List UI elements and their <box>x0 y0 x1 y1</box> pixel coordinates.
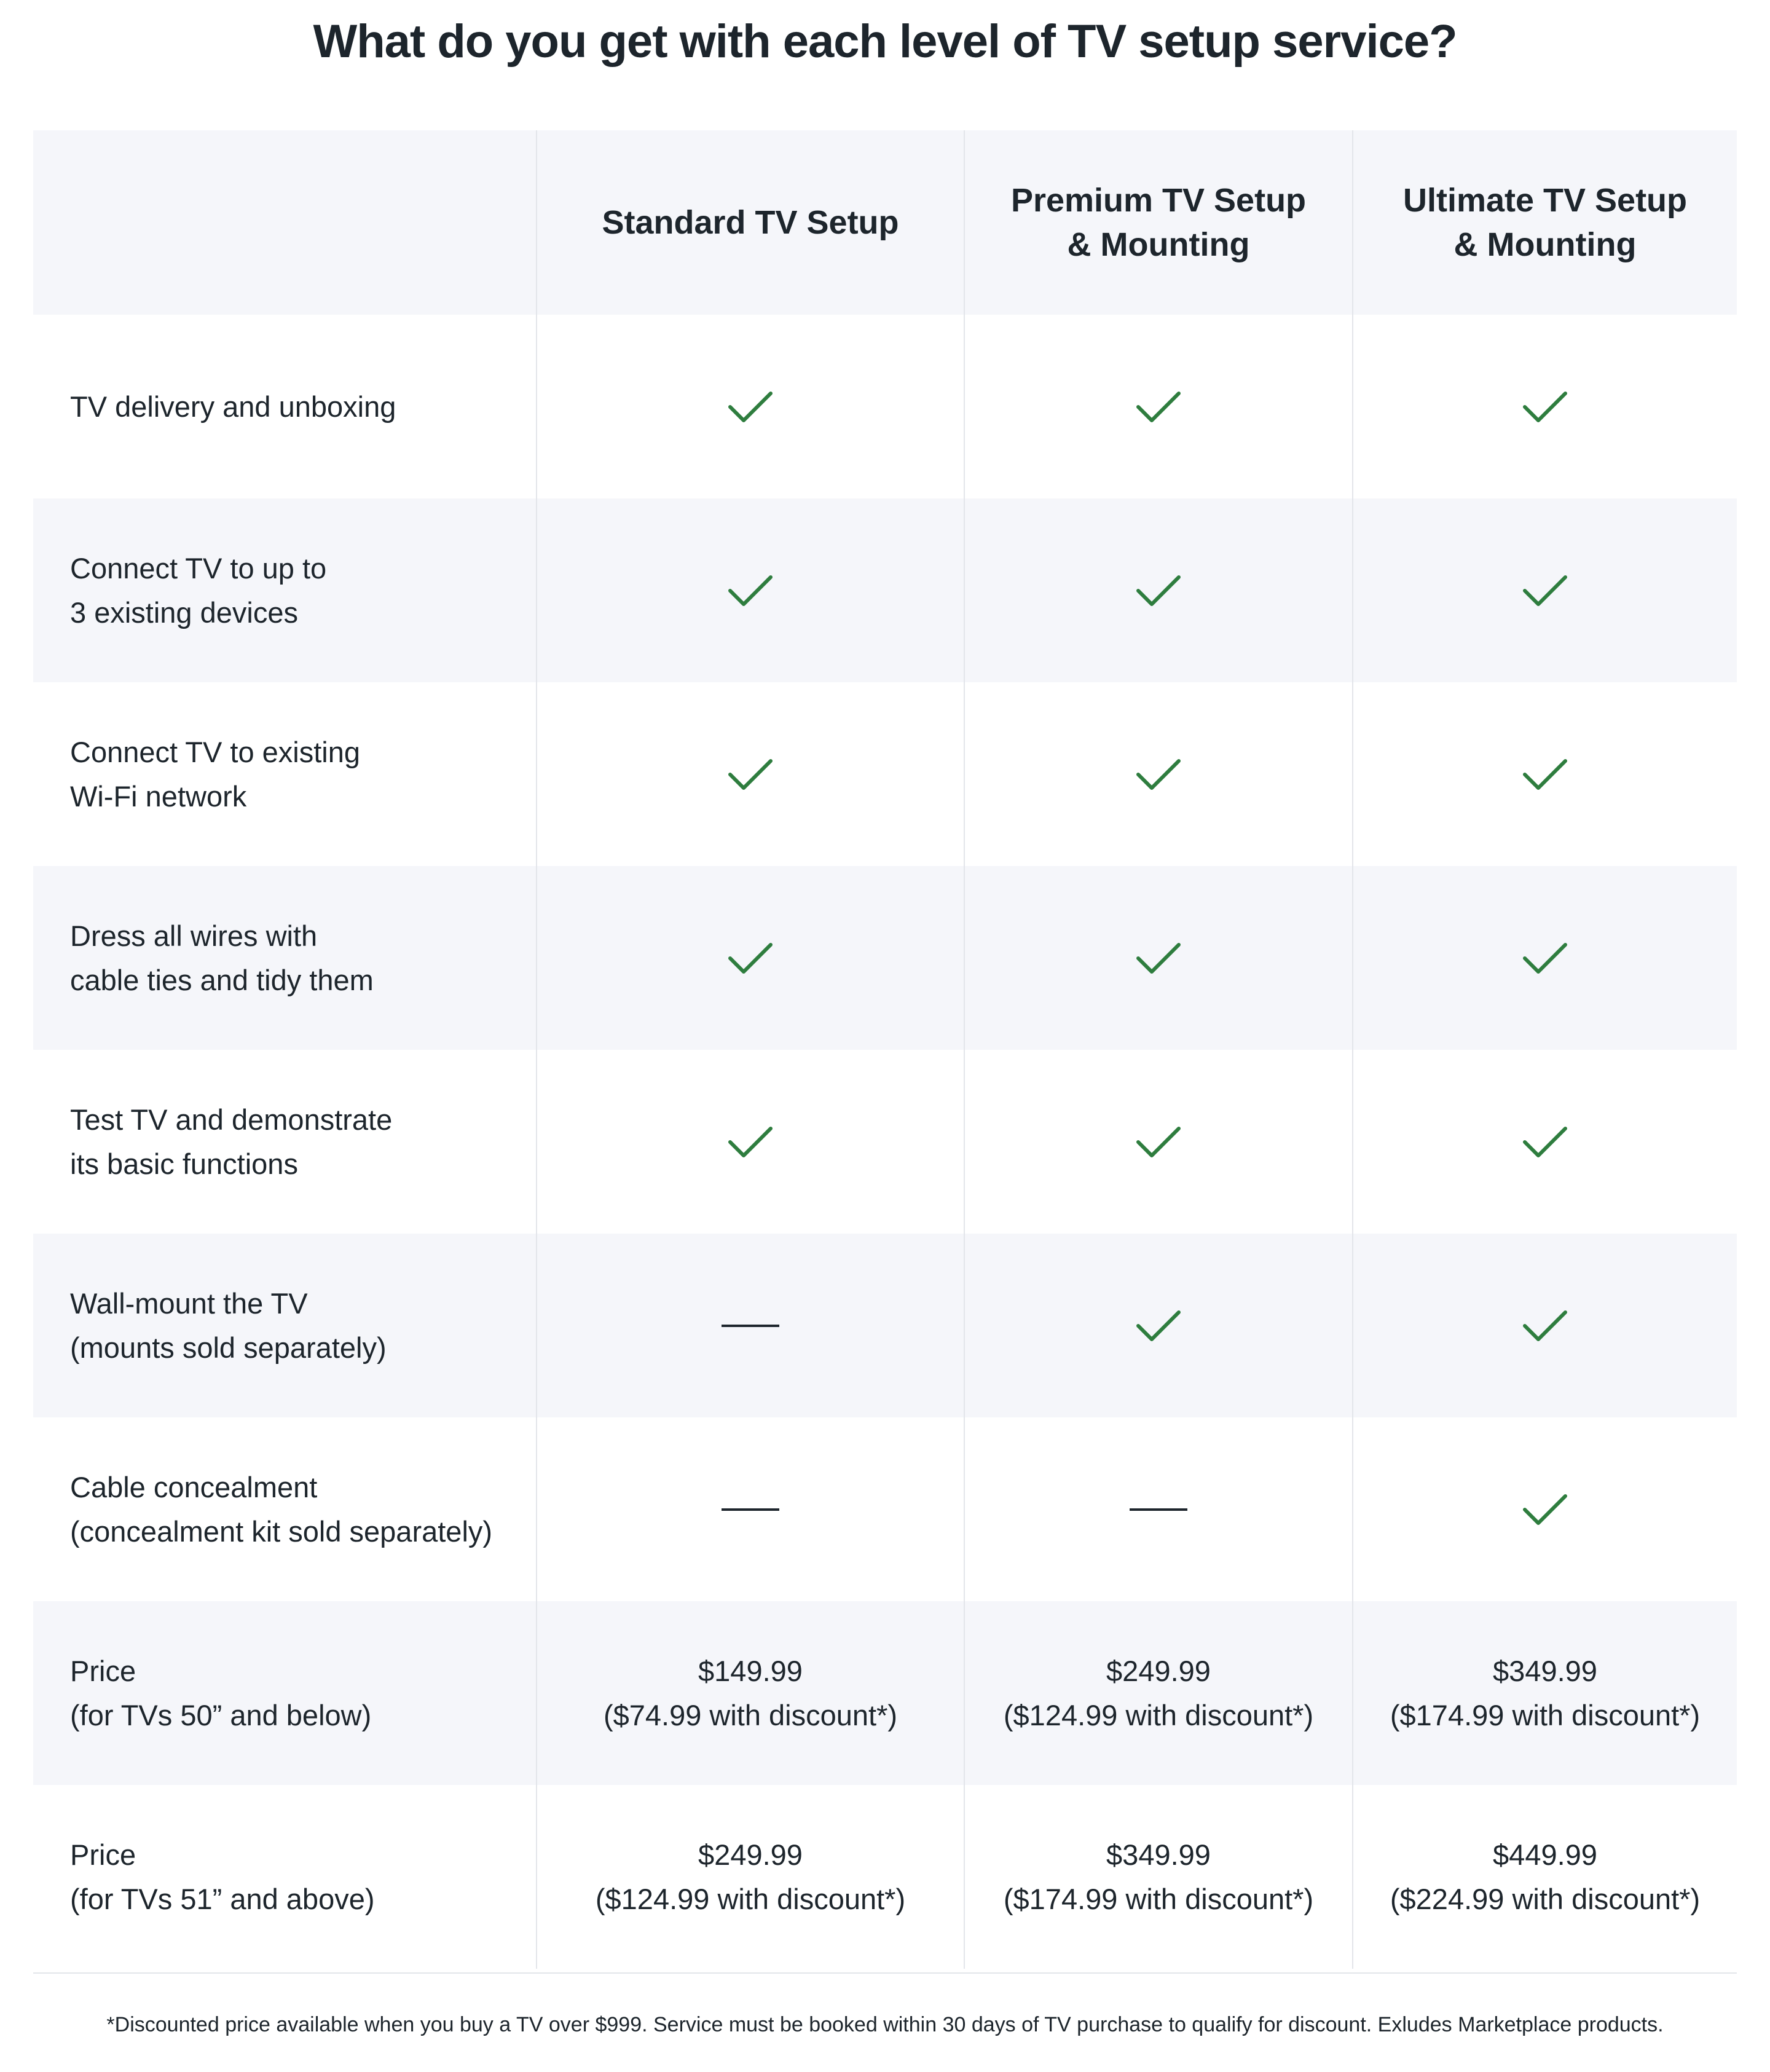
feature-row <box>33 1417 1737 1601</box>
checkmark-icon <box>1136 941 1181 975</box>
checkmark-icon <box>1136 390 1181 424</box>
checkmark-icon <box>728 390 773 424</box>
feature-row <box>33 1050 1737 1234</box>
checkmark-icon <box>728 1125 773 1159</box>
feature-cell <box>964 1417 1352 1601</box>
feature-cell <box>536 682 964 866</box>
feature-label: Cable concealment (concealment kit sold separately) <box>70 1470 493 1548</box>
price-cell <box>536 1785 964 1969</box>
price-value: $349.99 ($174.99 with discount*) <box>1003 1838 1314 1915</box>
feature-cell <box>536 1234 964 1417</box>
checkmark-icon <box>1522 573 1568 608</box>
checkmark-icon <box>728 941 773 975</box>
price-cell <box>1352 1601 1737 1785</box>
price-cell <box>1352 1785 1737 1969</box>
checkmark-icon <box>1136 757 1181 792</box>
table-header-row <box>33 130 1737 315</box>
feature-cell <box>964 498 1352 682</box>
feature-cell <box>964 1234 1352 1417</box>
feature-cell <box>1352 1050 1737 1234</box>
comparison-table <box>33 130 1737 1969</box>
price-value: $449.99 ($224.99 with discount*) <box>1390 1838 1701 1915</box>
feature-label: TV delivery and unboxing <box>70 390 396 423</box>
feature-cell <box>536 866 964 1050</box>
dash-icon <box>722 1325 779 1327</box>
price-row <box>33 1785 1737 1969</box>
feature-cell <box>536 315 964 498</box>
price-label: Price (for TVs 51” and above) <box>70 1838 375 1915</box>
price-cell <box>964 1601 1352 1785</box>
dash-icon <box>722 1508 779 1511</box>
checkmark-icon <box>1522 757 1568 792</box>
checkmark-icon <box>1522 1309 1568 1343</box>
price-value: $349.99 ($174.99 with discount*) <box>1390 1654 1701 1731</box>
column-header-standard <box>536 130 964 315</box>
checkmark-icon <box>728 757 773 792</box>
checkmark-icon <box>1522 941 1568 975</box>
feature-cell <box>964 682 1352 866</box>
column-header-premium <box>964 130 1352 315</box>
price-row <box>33 1601 1737 1785</box>
feature-cell <box>536 498 964 682</box>
checkmark-icon <box>1522 1492 1568 1527</box>
column-title: Premium TV Setup & Mounting <box>1010 182 1307 263</box>
price-value: $149.99 ($74.99 with discount*) <box>603 1654 898 1731</box>
feature-label: Wall-mount the TV (mounts sold separately) <box>70 1286 387 1364</box>
feature-cell <box>536 1050 964 1234</box>
header-empty-cell <box>33 130 536 315</box>
footnote: *Discounted price available when you buy a TV over $999. Service must be booked within 30 days of TV purchase to qualify for discount. Exludes Marketplace products. <box>106 2013 1664 2036</box>
page-title: What do you get with each level of TV setup service? <box>313 15 1457 68</box>
price-cell <box>536 1601 964 1785</box>
feature-cell <box>1352 682 1737 866</box>
feature-row <box>33 866 1737 1050</box>
price-value: $249.99 ($124.99 with discount*) <box>595 1838 906 1915</box>
column-title: Standard TV Setup <box>602 204 899 241</box>
column-title: Ultimate TV Setup & Mounting <box>1402 182 1688 263</box>
feature-row <box>33 498 1737 682</box>
checkmark-icon <box>1136 1125 1181 1159</box>
feature-row <box>33 682 1737 866</box>
price-label: Price (for TVs 50” and below) <box>70 1654 372 1731</box>
feature-cell <box>964 1050 1352 1234</box>
column-header-ultimate <box>1352 130 1737 315</box>
feature-label: Connect TV to existing Wi-Fi network <box>70 735 360 813</box>
dash-icon <box>1130 1508 1187 1511</box>
feature-cell <box>964 315 1352 498</box>
feature-cell <box>1352 1234 1737 1417</box>
checkmark-icon <box>728 573 773 608</box>
feature-cell <box>964 866 1352 1050</box>
price-value: $249.99 ($124.99 with discount*) <box>1003 1654 1314 1731</box>
feature-cell <box>1352 866 1737 1050</box>
feature-cell <box>1352 498 1737 682</box>
feature-label: Connect TV to up to 3 existing devices <box>70 551 327 629</box>
price-cell <box>964 1785 1352 1969</box>
checkmark-icon <box>1136 1309 1181 1343</box>
feature-label: Dress all wires with cable ties and tidy them <box>70 919 374 996</box>
feature-row <box>33 1234 1737 1417</box>
feature-cell <box>1352 1417 1737 1601</box>
checkmark-icon <box>1522 1125 1568 1159</box>
feature-cell <box>1352 315 1737 498</box>
feature-row <box>33 315 1737 498</box>
feature-cell <box>536 1417 964 1601</box>
checkmark-icon <box>1522 390 1568 424</box>
feature-label: Test TV and demonstrate its basic functions <box>70 1103 393 1180</box>
footer-divider <box>33 1972 1737 1974</box>
checkmark-icon <box>1136 573 1181 608</box>
